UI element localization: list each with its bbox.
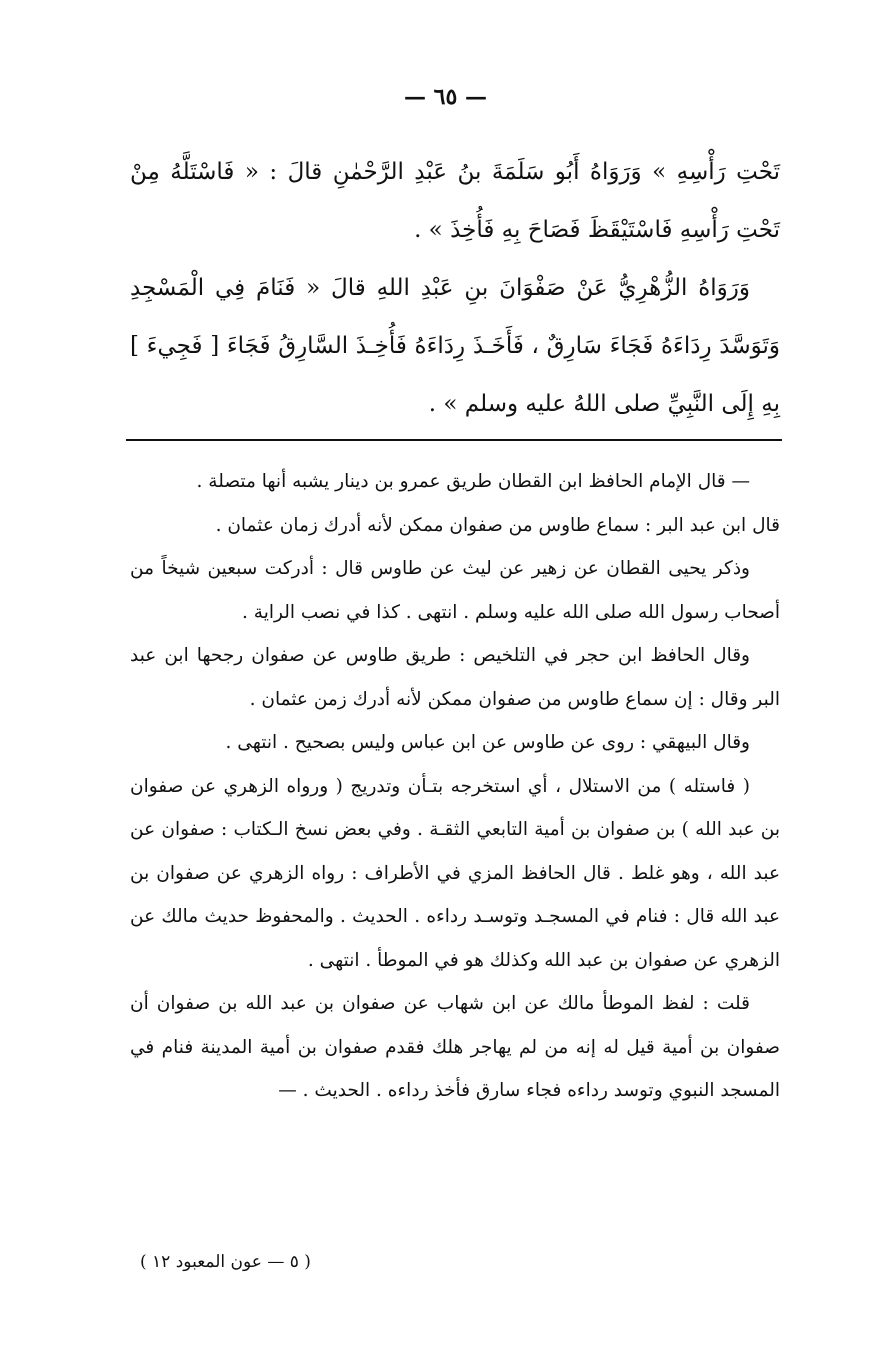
footnotes-section — [130, 460, 780, 1113]
page-number: — ٦٥ — — [404, 84, 487, 110]
footnote-paragraph: وذكر يحيى القطان عن زهير عن ليث عن طاوس قال : أدركت سبعين شيخاً من أصحاب رسول الله صلى الله عليه وسلم . انتهى . كذا في نصب الراية . — [130, 558, 780, 623]
footnote-paragraph: ( فاستله ) من الاستلال ، أي استخرجه بتـأن وتدريج ( ورواه الزهري عن صفوان بن عبد الله ) بن صفوان بن أمية التابعي الثقـة . وفي بعض نسخ الـكتاب : صفوان عن عبد الله ، وهو غلط . قال الحافظ المزي في الأطراف : رواه الزهري عن صفوان بن عبد الله قال : فنام في المسجـد وتوسـد رداءه . الحديث . والمحفوظ حديث مالك عن الزهري عن صفوان بن عبد الله وكذلك هو في الموطأ . انتهى . — [130, 775, 780, 971]
footnote-paragraph: قال ابن عبد البر : سماع طاوس من صفوان ممكن لأنه أدرك زمان عثمان . — [215, 514, 780, 536]
footnote-paragraph: وقال البيهقي : روى عن طاوس عن ابن عباس وليس بصحيح . انتهى . — [225, 732, 750, 753]
main-text — [130, 143, 780, 433]
footnote-divider — [126, 439, 782, 441]
main-paragraph: تَحْتِ رَأْسِهِ » وَرَوَاهُ أَبُو سَلَمَةَ بنُ عَبْدِ الرَّحْمٰنِ قالَ : « فَاسْتَلَّهُ مِنْ تَحْتِ رَأْسِهِ فَاسْتَيْقَظَ فَصَاحَ بِهِ فَأُخِذَ » . — [130, 159, 780, 243]
footer-signature: ( ٥ — عون المعبود ١٢ ) — [140, 1252, 311, 1272]
main-paragraph: وَرَوَاهُ الزُّهْرِيُّ عَنْ صَفْوَانَ بنِ عَبْدِ اللهِ قالَ « فَنَامَ فِي الْمَسْجِدِ وَتَوَسَّدَ رِدَاءَهُ فَجَاءَ سَارِقٌ ، فَأَخَـذَ رِدَاءَهُ فَأُخِـذَ السَّارِقُ فَجَاءَ [ فَجِيءَ ] بِهِ إِلَى النَّبِيِّ صلى اللهُ عليه وسلم » . — [130, 275, 780, 417]
footnote-paragraph: قلت : لفظ الموطأ مالك عن ابن شهاب عن صفوان بن عبد الله بن صفوان أن صفوان بن أمية قيل له إنه من لم يهاجر هلك فقدم صفوان بن أمية المدينة فنام في المسجد النبوي وتوسد رداءه فجاء سارق فأخذ رداءه . الحديث . — — [130, 993, 780, 1101]
footnote-paragraph: — قال الإمام الحافظ ابن القطان طريق عمرو بن دينار يشبه أنها متصلة . — [196, 471, 750, 492]
footnote-paragraph: وقال الحافظ ابن حجر في التلخيص : طريق طاوس عن صفوان رجحها ابن عبد البر وقال : إن سماع طاوس من صفوان ممكن لأنه أدرك زمن عثمان . — [130, 645, 780, 710]
